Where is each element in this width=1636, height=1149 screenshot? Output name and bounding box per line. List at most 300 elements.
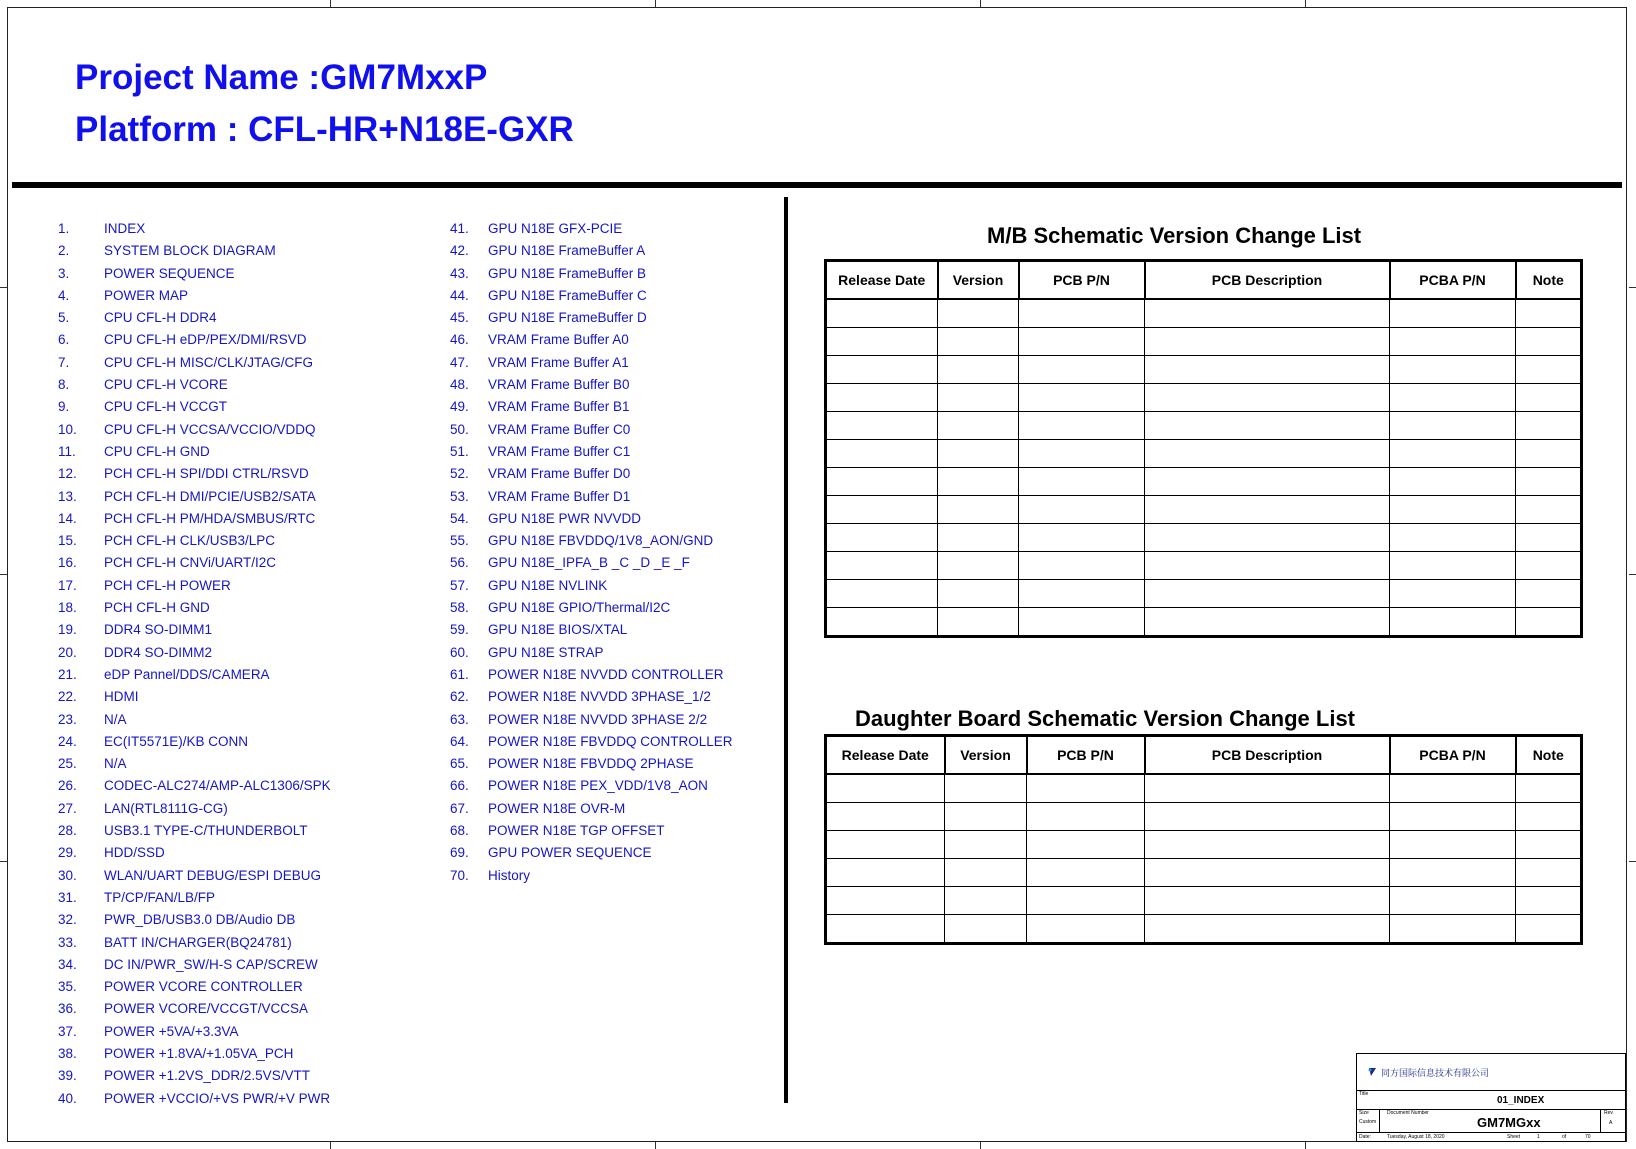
index-item (58, 552, 331, 574)
index-item-number: 48. (450, 377, 469, 393)
db-table-cell (1145, 803, 1390, 831)
index-item (450, 731, 733, 753)
db-table-row (826, 859, 1582, 887)
db-col-note: Note (1516, 736, 1582, 775)
index-item (450, 263, 733, 285)
index-item (58, 285, 331, 307)
index-item-number: 60. (450, 644, 469, 660)
date-label: Date: (1359, 1134, 1371, 1140)
db-table-cell (1516, 859, 1582, 887)
index-item-label: DDR4 SO-DIMM2 (104, 644, 213, 660)
index-item-number: 66. (450, 778, 469, 794)
index-item-label: POWER N18E NVVDD 3PHASE_1/2 (488, 689, 711, 705)
index-item-label: HDD/SSD (104, 845, 165, 861)
index-item-number: 59. (450, 622, 469, 638)
index-item-number: 57. (450, 577, 469, 593)
index-item-label: VRAM Frame Buffer C0 (488, 421, 631, 437)
index-item (58, 887, 331, 909)
index-item-label: N/A (104, 711, 127, 727)
index-item-label: GPU N18E FrameBuffer D (488, 310, 647, 326)
index-item (450, 552, 733, 574)
index-item-label: GPU N18E STRAP (488, 644, 604, 660)
index-item-number: 43. (450, 265, 469, 281)
db-table-cell (1516, 887, 1582, 915)
mb-table-cell (826, 524, 938, 552)
index-item-label: GPU N18E GFX-PCIE (488, 221, 623, 236)
index-item-label: CPU CFL-H VCCGT (104, 399, 228, 415)
db-table-cell (1027, 859, 1145, 887)
index-item-label: VRAM Frame Buffer A1 (488, 354, 629, 370)
index-item-label: POWER MAP (104, 287, 189, 303)
index-item (58, 396, 331, 418)
mb-table-cell (1390, 328, 1516, 356)
mb-table-cell (1019, 440, 1145, 468)
zone-tick-right-1 (1629, 287, 1636, 288)
index-item-number: 29. (58, 845, 77, 861)
index-item (58, 709, 331, 731)
index-item-label: POWER +1.2VS_DDR/2.5VS/VTT (104, 1068, 310, 1084)
db-table-row (826, 887, 1582, 915)
mb-col-pcba-pn: PCBA P/N (1390, 261, 1516, 300)
title-block-company-row (1357, 1054, 1625, 1091)
index-item-number: 24. (58, 733, 77, 749)
index-item (58, 1021, 331, 1043)
index-item-label: POWER +1.8VA/+1.05VA_PCH (104, 1045, 294, 1061)
index-item (58, 329, 331, 351)
index-item-label: PCH CFL-H CLK/USB3/LPC (104, 533, 276, 549)
mb-table-cell (1019, 384, 1145, 412)
index-item (58, 976, 331, 998)
index-item (450, 419, 733, 441)
index-item-label: HDMI (104, 689, 139, 705)
index-item-number: 23. (58, 711, 77, 727)
index-item-label: GPU N18E_IPFA_B _C _D _E _F (488, 555, 690, 571)
index-item-number: 11. (58, 443, 76, 459)
mb-table-cell (1019, 299, 1145, 328)
mb-table-cell (1516, 328, 1582, 356)
db-table-cell (826, 831, 945, 859)
mb-table-cell (826, 384, 938, 412)
doc-number-label: Document Number (1387, 1110, 1429, 1116)
index-item-label: USB3.1 TYPE-C/THUNDERBOLT (104, 823, 308, 839)
index-item-number: 2. (58, 243, 70, 259)
index-item-number: 12. (58, 466, 77, 482)
db-table-cell (1516, 831, 1582, 859)
db-table-cell (1145, 859, 1390, 887)
index-item (450, 240, 733, 262)
index-item (58, 1088, 331, 1110)
mb-table-cell (826, 552, 938, 580)
mb-table-cell (1516, 552, 1582, 580)
index-item (450, 642, 733, 664)
index-item-number: 63. (450, 711, 469, 727)
index-item (450, 820, 733, 842)
index-item-label: EC(IT5571E)/KB CONN (104, 733, 249, 749)
index-item (58, 798, 331, 820)
index-item-number: 50. (450, 421, 469, 437)
index-item-number: 8. (58, 377, 70, 393)
index-item (450, 686, 733, 708)
index-item-number: 67. (450, 800, 469, 816)
mb-table-cell (826, 440, 938, 468)
index-item (58, 508, 331, 530)
db-col-version: Version (945, 736, 1027, 775)
index-item-label: PCH CFL-H SPI/DDI CTRL/RSVD (104, 466, 309, 482)
db-table-cell (1027, 831, 1145, 859)
index-item-number: 35. (58, 979, 77, 995)
db-table-cell (1145, 831, 1390, 859)
mb-col-release-date: Release Date (826, 261, 938, 300)
index-item-number: 30. (58, 867, 77, 883)
mb-table-cell (1145, 412, 1390, 440)
db-table-cell (1145, 774, 1390, 803)
mb-table-row (826, 440, 1582, 468)
index-item-number: 58. (450, 600, 469, 616)
index-item (58, 240, 331, 262)
index-item-label: N/A (104, 756, 127, 772)
mb-table-cell (938, 384, 1019, 412)
index-item (450, 664, 733, 686)
mb-table-cell (1390, 299, 1516, 328)
mb-table-cell (1019, 356, 1145, 384)
index-list-left (58, 218, 331, 1110)
index-item-number: 65. (450, 756, 469, 772)
index-item-number: 16. (58, 555, 77, 571)
mb-table-cell (826, 328, 938, 356)
index-item (58, 352, 331, 374)
db-table-header-row (826, 736, 1582, 775)
index-item (58, 865, 331, 887)
db-col-pcba-pn: PCBA P/N (1390, 736, 1516, 775)
zone-tick-bottom-4 (1305, 1142, 1306, 1149)
index-item-label: INDEX (104, 221, 146, 236)
mb-table-cell (1019, 524, 1145, 552)
sheet-title: 01_INDEX (1497, 1095, 1545, 1106)
db-table-cell (826, 887, 945, 915)
mb-table-cell (938, 608, 1019, 637)
sheet-total: 70 (1585, 1134, 1591, 1140)
db-table-cell (1390, 774, 1516, 803)
mb-table-row (826, 412, 1582, 440)
index-item-number: 51. (450, 443, 469, 459)
mb-version-change-table (824, 259, 1583, 638)
zone-tick-bottom-3 (980, 1142, 981, 1149)
index-item-label: TP/CP/FAN/LB/FP (104, 889, 216, 905)
index-item-number: 21. (58, 666, 77, 682)
mb-table-cell (1390, 468, 1516, 496)
index-item (58, 597, 331, 619)
index-item-number: 61. (450, 666, 469, 682)
index-item (58, 307, 331, 329)
mb-table-title: M/B Schematic Version Change List (987, 223, 1362, 248)
index-item-number: 64. (450, 733, 469, 749)
index-item (58, 463, 331, 485)
index-item (450, 441, 733, 463)
index-item (58, 575, 331, 597)
index-item-label: DDR4 SO-DIMM1 (104, 622, 213, 638)
index-item-label: PCH CFL-H GND (104, 600, 210, 616)
index-item (58, 642, 331, 664)
db-version-change-table (824, 734, 1583, 945)
index-item-number: 15. (58, 533, 77, 549)
index-item-label: GPU N18E PWR NVVDD (488, 510, 642, 526)
sheet-number: 1 (1537, 1134, 1540, 1140)
index-item (450, 775, 733, 797)
index-item-number: 13. (58, 488, 77, 504)
mb-table-cell (1145, 524, 1390, 552)
index-item-label: PCH CFL-H POWER (104, 577, 231, 593)
index-item-label: History (488, 867, 531, 883)
index-item-label: POWER +5VA/+3.3VA (104, 1023, 239, 1039)
zone-tick-right-2 (1629, 574, 1636, 575)
mb-table-cell (826, 608, 938, 637)
mb-table-cell (1516, 412, 1582, 440)
mb-table-cell (1516, 524, 1582, 552)
index-item-number: 68. (450, 823, 469, 839)
mb-table-cell (938, 440, 1019, 468)
index-item (450, 508, 733, 530)
db-col-release-date: Release Date (826, 736, 945, 775)
db-col-pcb-pn: PCB P/N (1027, 736, 1145, 775)
index-item-label: DC IN/PWR_SW/H-S CAP/SCREW (104, 956, 318, 972)
mb-table-cell (1145, 552, 1390, 580)
index-item (450, 307, 733, 329)
of-label: of (1562, 1134, 1567, 1140)
mb-table-cell (1390, 384, 1516, 412)
index-item (58, 954, 331, 976)
index-item-label: CPU CFL-H VCORE (104, 377, 228, 393)
index-item-label: CPU CFL-H GND (104, 443, 210, 459)
mb-table-cell (1019, 608, 1145, 637)
db-table-cell (945, 915, 1027, 944)
index-item-label: VRAM Frame Buffer B0 (488, 377, 630, 393)
title-block-doc-row (1357, 1109, 1625, 1133)
index-item (58, 753, 331, 775)
index-item (450, 396, 733, 418)
mb-col-note: Note (1516, 261, 1582, 300)
index-item-number: 47. (450, 354, 469, 370)
mb-table-row (826, 468, 1582, 496)
db-table-cell (1516, 803, 1582, 831)
title-block-title-row (1357, 1090, 1625, 1110)
mb-table-row (826, 328, 1582, 356)
index-item-label: CPU CFL-H eDP/PEX/DMI/RSVD (104, 332, 307, 348)
zone-tick-right-3 (1629, 861, 1636, 862)
mb-table-row (826, 299, 1582, 328)
index-item-number: 46. (450, 332, 469, 348)
index-item-number: 33. (58, 934, 77, 950)
title-label: Title (1359, 1091, 1369, 1097)
index-item-number: 20. (58, 644, 77, 660)
company-logo-icon (1367, 1067, 1377, 1077)
mb-table-cell (1390, 608, 1516, 637)
mb-table-cell (826, 412, 938, 440)
zone-tick-top-3 (980, 0, 981, 7)
mb-table-cell (826, 468, 938, 496)
index-item-label: CPU CFL-H MISC/CLK/JTAG/CFG (104, 354, 314, 370)
mb-table-cell (938, 412, 1019, 440)
index-item (450, 865, 733, 887)
db-table-title: Daughter Board Schematic Version Change List (855, 706, 1356, 731)
index-item-label: LAN(RTL8111G-CG) (104, 800, 228, 816)
index-item-number: 26. (58, 778, 77, 794)
db-table-row (826, 803, 1582, 831)
rev-separator (1600, 1109, 1601, 1132)
index-item (58, 441, 331, 463)
db-col-pcb-description: PCB Description (1145, 736, 1390, 775)
db-table-cell (1145, 915, 1390, 944)
index-item-label: POWER VCORE/VCCGT/VCCSA (104, 1001, 309, 1017)
index-item-number: 39. (58, 1068, 77, 1084)
index-item-label: GPU N18E FrameBuffer A (488, 243, 646, 259)
mb-table-cell (1019, 468, 1145, 496)
index-item-number: 4. (58, 287, 70, 303)
db-table-cell (1390, 803, 1516, 831)
db-table-cell (1390, 887, 1516, 915)
mb-table-cell (1516, 468, 1582, 496)
index-item-label: POWER N18E TGP OFFSET (488, 823, 665, 839)
index-item-number: 36. (58, 1001, 77, 1017)
platform-title: Platform : CFL-HR+N18E-GXR (75, 110, 574, 149)
date-value: Tuesday, August 18, 2020 (1387, 1134, 1445, 1140)
mb-table-cell (1390, 524, 1516, 552)
index-item-number: 52. (450, 466, 469, 482)
db-table-row (826, 831, 1582, 859)
index-item (450, 842, 733, 864)
index-item (450, 753, 733, 775)
index-item-number: 31. (58, 889, 77, 905)
mb-table-cell (826, 496, 938, 524)
mb-table-cell (826, 356, 938, 384)
company-name: 同方国际信息技术有限公司 (1381, 1068, 1490, 1078)
index-item (58, 1065, 331, 1087)
project-name-title: Project Name :GM7MxxP (75, 58, 488, 97)
index-item-label: eDP Pannel/DDS/CAMERA (104, 666, 270, 682)
zone-tick-top-2 (655, 0, 656, 7)
db-table-cell (826, 774, 945, 803)
db-table-cell (1516, 774, 1582, 803)
mb-table-cell (1145, 580, 1390, 608)
index-item (450, 374, 733, 396)
db-table-cell (1516, 915, 1582, 944)
index-item-number: 28. (58, 823, 77, 839)
mb-table-cell (1145, 496, 1390, 524)
index-item-number: 44. (450, 287, 469, 303)
db-table-cell (826, 915, 945, 944)
mb-table-cell (1390, 440, 1516, 468)
index-item-number: 1. (58, 221, 70, 236)
index-item-number: 7. (58, 354, 70, 370)
index-item-number: 40. (58, 1090, 77, 1106)
mb-table-cell (1390, 496, 1516, 524)
size-separator (1379, 1109, 1380, 1132)
mb-table-cell (1516, 440, 1582, 468)
index-item-label: PWR_DB/USB3.0 DB/Audio DB (104, 912, 296, 928)
index-item-label: VRAM Frame Buffer D1 (488, 488, 631, 504)
index-item-number: 27. (58, 800, 77, 816)
index-item-label: VRAM Frame Buffer C1 (488, 443, 631, 459)
index-item (58, 998, 331, 1020)
index-item (58, 664, 331, 686)
index-item (58, 419, 331, 441)
index-item-label: PCH CFL-H CNVi/UART/I2C (104, 555, 277, 571)
mb-table-cell (1019, 412, 1145, 440)
mb-table-cell (1516, 580, 1582, 608)
mb-table-cell (1145, 608, 1390, 637)
index-item-label: POWER N18E NVVDD CONTROLLER (488, 666, 724, 682)
index-item (58, 374, 331, 396)
db-table-cell (1027, 915, 1145, 944)
size-label: Size (1359, 1110, 1369, 1116)
title-block (1356, 1053, 1626, 1142)
index-item (58, 486, 331, 508)
db-table-cell (945, 831, 1027, 859)
zone-tick-left-2 (0, 574, 7, 575)
index-item-number: 37. (58, 1023, 77, 1039)
mb-table-cell (938, 552, 1019, 580)
index-item-number: 38. (58, 1045, 77, 1061)
index-item-label: PCH CFL-H DMI/PCIE/USB2/SATA (104, 488, 316, 504)
index-item-number: 42. (450, 243, 469, 259)
index-item (450, 530, 733, 552)
index-item-number: 6. (58, 332, 70, 348)
index-item (450, 486, 733, 508)
db-table-cell (1390, 859, 1516, 887)
zone-tick-left-1 (0, 287, 7, 288)
mb-table-row (826, 580, 1582, 608)
index-item-label: POWER SEQUENCE (104, 265, 235, 281)
db-table-cell (826, 803, 945, 831)
mb-table-cell (938, 299, 1019, 328)
mb-table-cell (1516, 608, 1582, 637)
index-item-label: GPU N18E BIOS/XTAL (488, 622, 628, 638)
index-item-label: POWER +VCCIO/+VS PWR/+V PWR (104, 1090, 331, 1106)
mb-table-cell (1019, 552, 1145, 580)
index-item-label: WLAN/UART DEBUG/ESPI DEBUG (104, 867, 322, 883)
index-item-number: 17. (58, 577, 77, 593)
index-item-label: PCH CFL-H PM/HDA/SMBUS/RTC (104, 510, 316, 526)
index-item-number: 25. (58, 756, 77, 772)
mb-table-cell (1145, 384, 1390, 412)
db-table-cell (945, 803, 1027, 831)
index-item-number: 10. (58, 421, 77, 437)
zone-tick-top-4 (1305, 0, 1306, 7)
mb-table-cell (1019, 496, 1145, 524)
index-item-label: GPU N18E FrameBuffer B (488, 265, 647, 281)
mb-table-cell (938, 496, 1019, 524)
mb-table-cell (1516, 356, 1582, 384)
index-item (450, 463, 733, 485)
zone-tick-top-1 (330, 0, 331, 7)
index-item (450, 575, 733, 597)
header-divider (12, 182, 1622, 188)
index-item (58, 842, 331, 864)
mb-table-cell (826, 580, 938, 608)
index-item-number: 55. (450, 533, 469, 549)
mb-table-cell (1019, 580, 1145, 608)
db-table-row (826, 774, 1582, 803)
index-item (58, 731, 331, 753)
index-item (450, 709, 733, 731)
db-table-cell (826, 859, 945, 887)
index-item-number: 22. (58, 689, 77, 705)
index-item-label: POWER N18E OVR-M (488, 800, 626, 816)
index-item-number: 69. (450, 845, 469, 861)
mb-table-cell (1390, 552, 1516, 580)
mb-table-cell (1516, 384, 1582, 412)
index-item (58, 263, 331, 285)
mb-table-cell (1145, 328, 1390, 356)
